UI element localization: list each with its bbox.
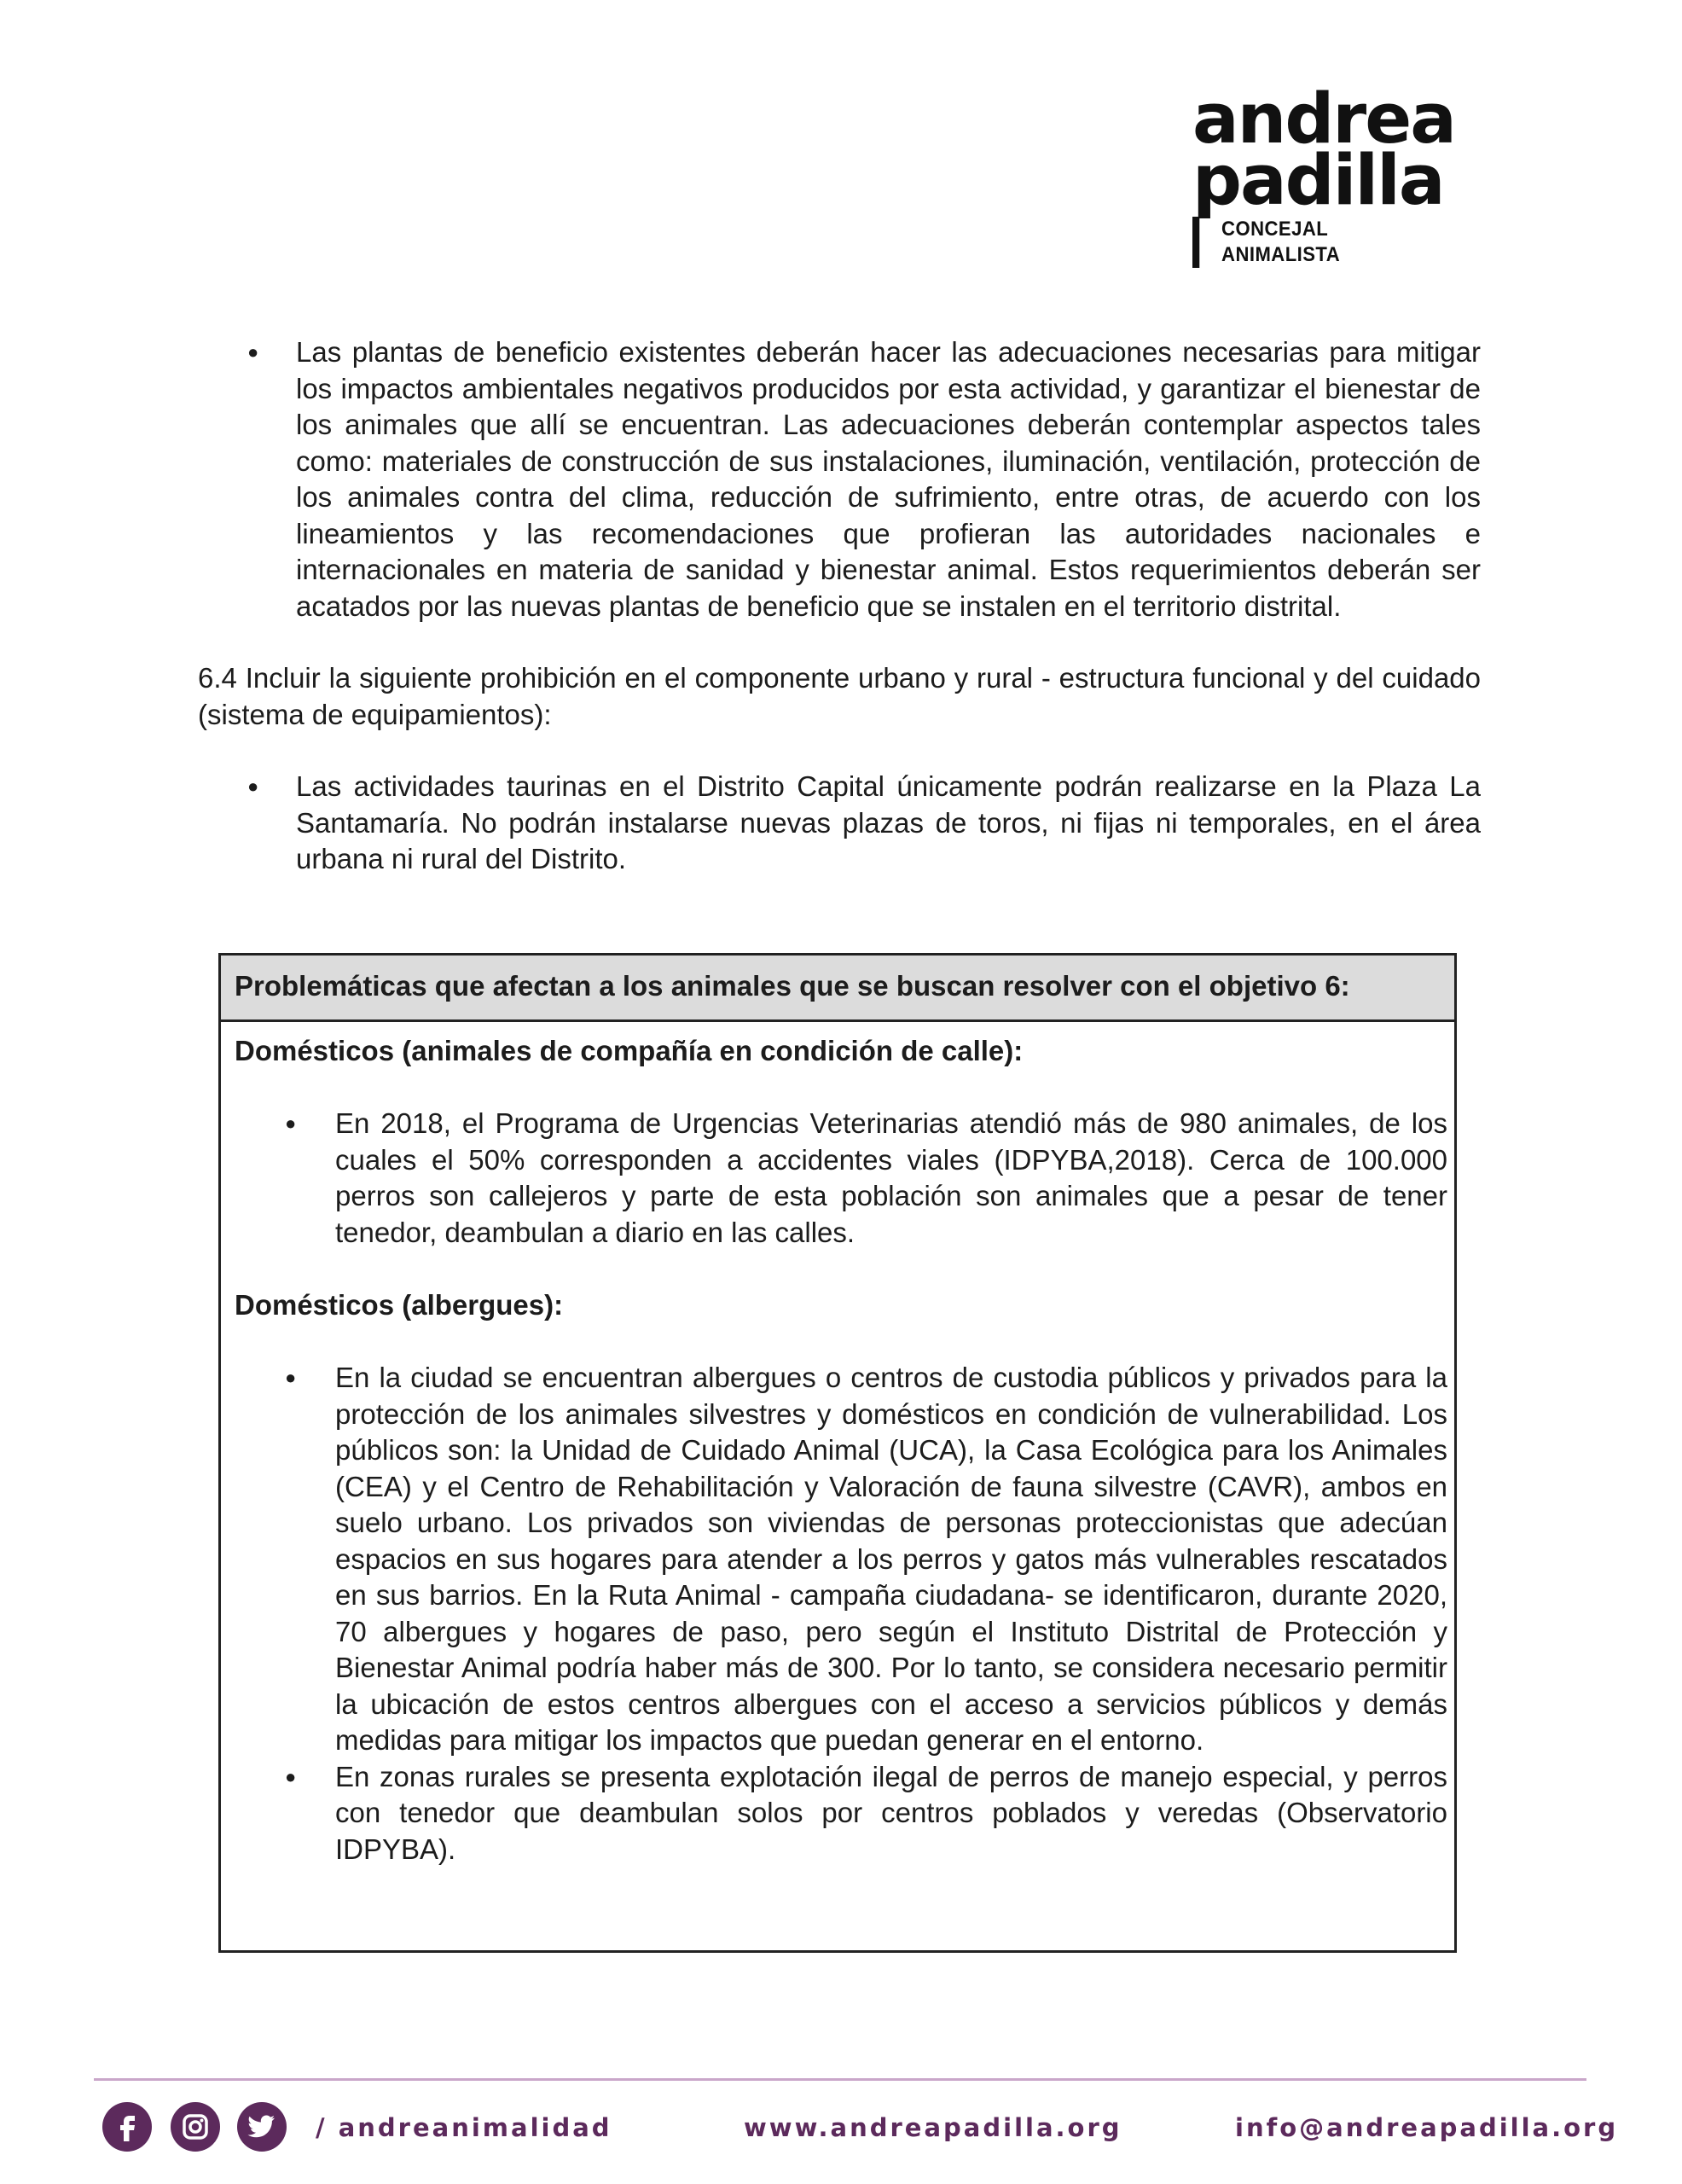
section-title: Domésticos (animales de compañía en condición de calle): (235, 1035, 1024, 1066)
list-item-text: En zonas rurales se presenta explotación ilegal de perros de manejo especial, y perros con tenedor que deambulan solos por centros poblados y veredas (Observatorio IDPYBA). (335, 1760, 1447, 1865)
email-link[interactable]: info@andreapadilla.org (1235, 2113, 1619, 2142)
list-item (235, 1759, 1447, 1868)
document-body (198, 334, 1481, 878)
list-item-text: En 2018, el Programa de Urgencias Veterinarias atendió más de 980 animales, de los cuales el 50% corresponden a accidentes viales (IDPYBA,2018). Cerca de 100.000 perros son callejeros y parte de esta población son animales que a pesar de tener tenedor, deambulan a diario en las calles. (335, 1107, 1447, 1248)
facebook-icon[interactable] (102, 2102, 152, 2152)
bullet-icon: ● (285, 1367, 297, 1388)
footer-divider (94, 2078, 1586, 2081)
bullet-icon: ● (285, 1765, 297, 1787)
list-item (235, 1360, 1447, 1759)
box-body (221, 1022, 1454, 1867)
footer (102, 2095, 1619, 2164)
box-header: Problemáticas que afectan a los animales que se buscan resolver con el objetivo 6: (221, 956, 1454, 1022)
instagram-icon[interactable] (171, 2102, 220, 2152)
section-title: Domésticos (albergues): (235, 1289, 564, 1321)
problems-box (218, 953, 1457, 1953)
list-item-text: En la ciudad se encuentran albergues o centros de custodia públicos y privados para la protección de los animales silvestres y domésticos en condición de vulnerabilidad. Los públicos son: la Unidad de Cuidado Animal (UCA), la Casa Ecológica para los Animales (CEA) y el Centro de Rehabilitación y Valoración de fauna silvestre (CAVR), ambos en suelo urbano. Los privados son viviendas de personas proteccionistas que adecúan espacios en sus hogares para atender a los perros y gatos más vulnerables rescatados en sus barrios. En la Ruta Animal - campaña ciudadana- se identificaron, durante 2020, 70 albergues y hogares de paso, pero según el Instituto Distrital de Protección y Bienestar Animal podría haber más de 300. Por lo tanto, se considera necesario permitir la ubicación de estos centros albergues con el acceso a servicios públicos y demás medidas para mitigar los impactos que puedan generar en el entorno. (335, 1362, 1447, 1756)
logo-tagline: CONCEJAL ANIMALISTA (1192, 217, 1428, 268)
website-link[interactable]: www.andreapadilla.org (744, 2113, 1122, 2142)
logo-line-1: andrea (1192, 79, 1455, 160)
logo-line-2: padilla (1192, 141, 1444, 221)
list-item-text: Las actividades taurinas en el Distrito Capital únicamente podrán realizarse en la Plaza La Santamaría. No podrán instalarse nuevas plazas de toros, ni fijas ni temporales, en el área urbana ni rural del Distrito. (296, 770, 1481, 874)
bullet-icon: ● (247, 775, 259, 797)
list-item (235, 1106, 1447, 1251)
list-item-text: Las plantas de beneficio existentes deberán hacer las adecuaciones necesarias para mitigar los impactos ambientales negativos producidos por esta actividad, y garantizar el bienestar de los animales que allí se encuentran. Las adecuaciones deberán contemplar aspectos tales como: materiales de construcción de sus instalaciones, iluminación, ventilación, protección de los animales contra del clima, reducción de sufrimiento, entre otras, de acuerdo con los lineamientos y las recomendaciones que profieran las autoridades nacionales e internacionales en materia de sanidad y bienestar animal. Estos requerimientos deberán ser acatados por las nuevas plantas de beneficio que se instalen en el territorio distrital. (296, 336, 1481, 622)
social-handle[interactable]: / andreanimalidad (316, 2113, 612, 2142)
bullet-icon: ● (247, 341, 259, 363)
twitter-icon[interactable] (237, 2102, 287, 2152)
bullet-icon: ● (285, 1112, 297, 1134)
section-6-4-paragraph: 6.4 Incluir la siguiente prohibición en el componente urbano y rural - estructura funcional y del cuidado (sistema de equipamientos): (198, 662, 1481, 730)
logo (1192, 79, 1455, 268)
list-item (198, 334, 1481, 624)
list-item (198, 769, 1481, 878)
